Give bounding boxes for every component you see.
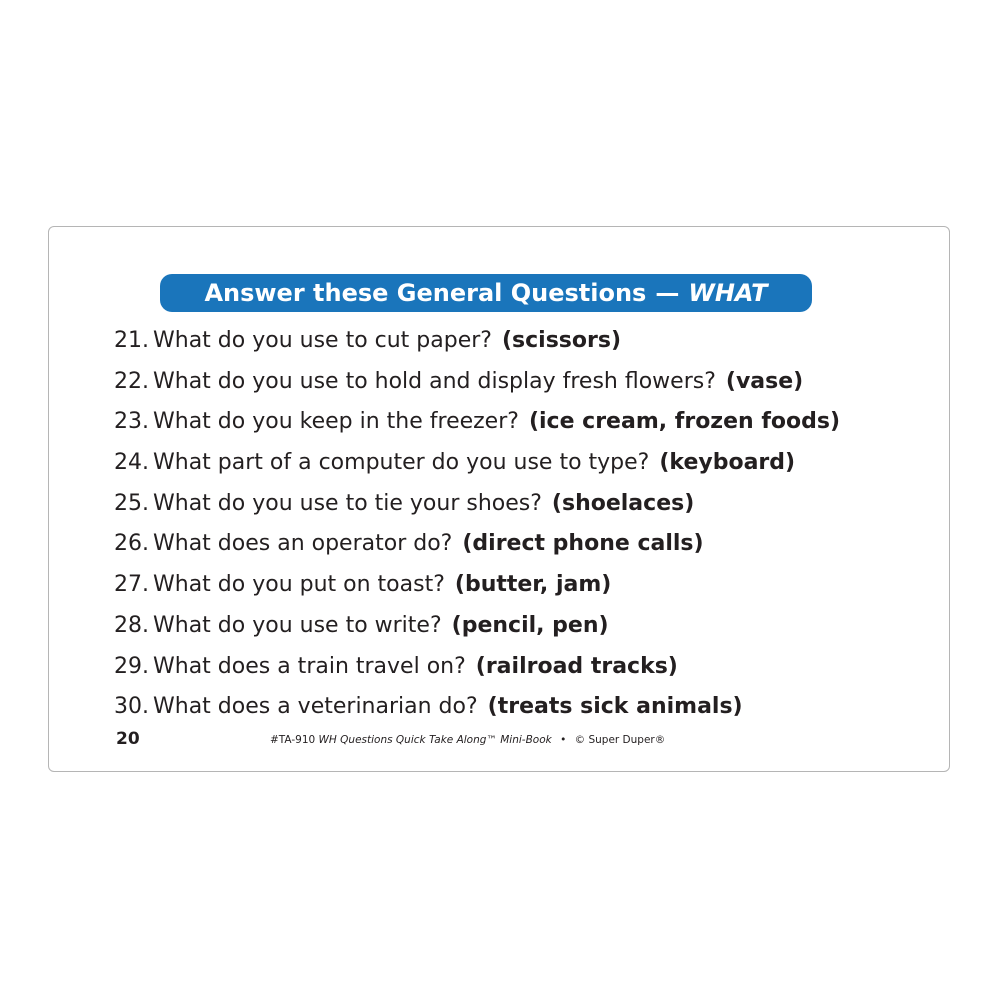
- question-item: [114, 321, 840, 362]
- banner-title-emphasis: WHAT: [688, 279, 768, 307]
- question-text: What does a veterinarian do?: [153, 694, 478, 720]
- question-number: 26.: [114, 531, 149, 557]
- footer-bullet: •: [560, 734, 567, 746]
- question-number: 22.: [114, 368, 149, 394]
- question-item: [114, 647, 840, 688]
- question-number: 25.: [114, 490, 149, 516]
- question-answer: (shoelaces): [551, 490, 695, 516]
- question-text: What do you keep in the freezer?: [153, 409, 519, 435]
- question-number: 29.: [114, 653, 149, 679]
- question-number: 30.: [114, 694, 149, 720]
- question-text: What does a train travel on?: [153, 653, 466, 679]
- question-number: 21.: [114, 328, 149, 353]
- footer-book-title: WH Questions Quick Take Along™ Mini-Book: [318, 734, 552, 746]
- question-item: [114, 565, 840, 606]
- question-number: 24.: [114, 450, 149, 476]
- question-text: What do you use to cut paper?: [153, 328, 492, 353]
- question-answer: (scissors): [501, 328, 622, 353]
- footer-copyright: © Super Duper®: [574, 734, 666, 746]
- question-answer: (vase): [725, 368, 804, 394]
- question-number: 28.: [114, 612, 149, 638]
- question-item: [114, 687, 840, 728]
- question-text: What part of a computer do you use to type?: [153, 450, 650, 476]
- question-item: [114, 524, 840, 565]
- question-text: What do you put on toast?: [153, 572, 445, 598]
- banner-title: Answer these General Questions: [204, 279, 647, 307]
- question-text: What do you use to write?: [153, 612, 442, 638]
- question-text: What do you use to hold and display fresh flowers?: [153, 368, 716, 394]
- question-text: What does an operator do?: [153, 531, 453, 557]
- banner-separator: —: [655, 279, 680, 307]
- question-answer: (ice cream, frozen foods): [528, 409, 841, 435]
- question-number: 27.: [114, 572, 149, 598]
- question-item: [114, 402, 840, 443]
- question-item: [114, 362, 840, 403]
- question-item: [114, 606, 840, 647]
- footer-code: #TA-910: [270, 734, 316, 746]
- question-answer: (direct phone calls): [462, 531, 704, 557]
- question-answer: (keyboard): [659, 450, 796, 476]
- question-list: [114, 321, 840, 728]
- question-answer: (railroad tracks): [475, 653, 678, 679]
- question-item: [114, 443, 840, 484]
- question-answer: (treats sick animals): [487, 694, 743, 720]
- question-item: [114, 484, 840, 525]
- question-number: 23.: [114, 409, 149, 435]
- question-text: What do you use to tie your shoes?: [153, 490, 542, 516]
- page-number: 20: [116, 729, 140, 749]
- question-answer: (pencil, pen): [451, 612, 609, 638]
- footer-credit: [270, 734, 665, 746]
- section-banner: [160, 274, 812, 312]
- question-answer: (butter, jam): [454, 572, 612, 598]
